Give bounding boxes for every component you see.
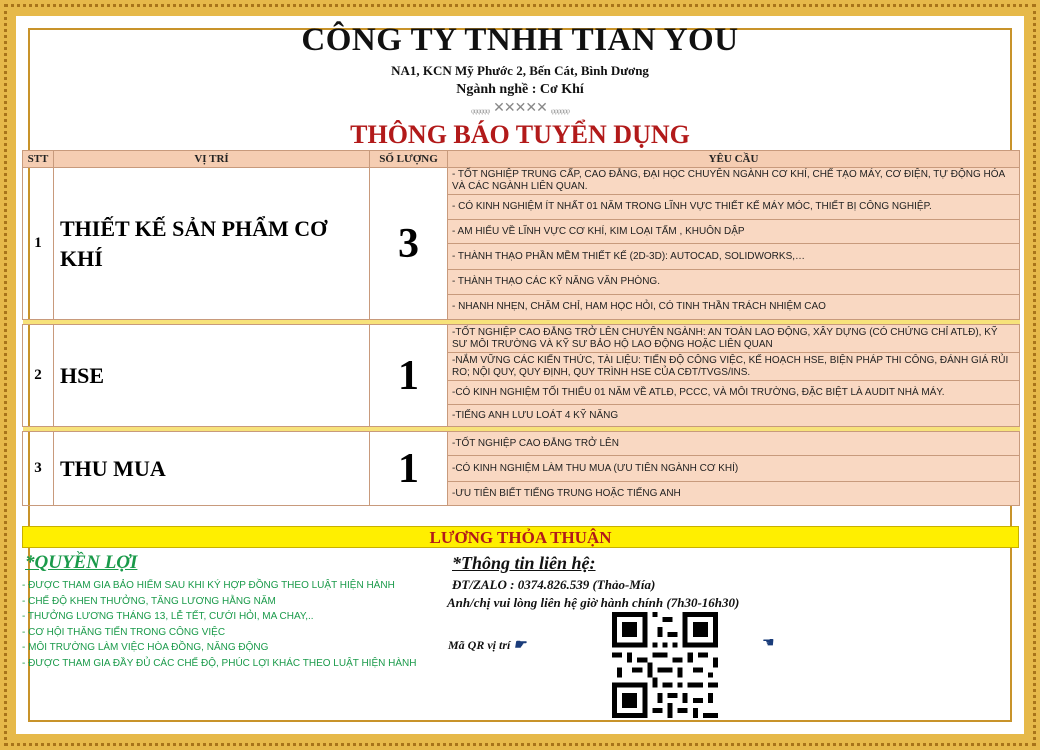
benefit-item: - CƠ HỘI THĂNG TIẾN TRONG CÔNG VIỆC bbox=[22, 626, 226, 638]
job-requirement: -CÓ KINH NGHIỆM TỐI THIỂU 01 NĂM VỀ ATLĐ, PCCC, VÀ MÔI TRƯỜNG, ĐẶC BIỆT LÀ AUDIT NHÀ MÁY. bbox=[448, 381, 1020, 405]
job-position: HSE bbox=[54, 325, 370, 427]
pointing-hand-icon: ☚ bbox=[762, 636, 775, 651]
table-row bbox=[23, 168, 1020, 195]
col-stt: STT bbox=[23, 151, 54, 168]
benefit-item: - ĐƯỢC THAM GIA BẢO HIỂM SAU KHI KÝ HỢP ĐỒNG THEO LUẬT HIỆN HÀNH bbox=[22, 580, 395, 591]
ornament-divider: ᵩᵩᵩᵩᵩᵩ ✕✕✕✕✕ ᵩᵩᵩᵩᵩᵩ bbox=[471, 100, 569, 116]
pointing-hand-icon: ☛ bbox=[513, 638, 526, 653]
table-header bbox=[23, 151, 1020, 168]
company-industry: Ngành nghề : Cơ Khí bbox=[456, 82, 584, 97]
contact-title: *Thông tin liên hệ: bbox=[452, 553, 596, 573]
table-row bbox=[23, 432, 1020, 456]
benefit-item: - ĐƯỢC THAM GIA ĐẦY ĐỦ CÁC CHẾ ĐỘ, PHÚC LỢI KHÁC THEO LUẬT HIỆN HÀNH bbox=[22, 657, 417, 669]
company-name: CÔNG TY TNHH TIAN YOU bbox=[301, 22, 739, 58]
benefits-list bbox=[22, 578, 462, 671]
benefit-item: - CHẾ ĐỘ KHEN THƯỞNG, TĂNG LƯƠNG HẰNG NĂM bbox=[22, 595, 276, 607]
job-requirement: - CÓ KINH NGHIỆM ÍT NHẤT 01 NĂM TRONG LĨNH VỰC THIẾT KẾ MÁY MÓC, THIẾT BỊ CÔNG NGHIỆP. bbox=[448, 195, 1020, 220]
job-requirement: -CÓ KINH NGHIỆM LÀM THU MUA (ƯU TIÊN NGÀNH CƠ KHÍ) bbox=[448, 456, 1020, 482]
job-quantity: 1 bbox=[370, 325, 448, 427]
job-stt: 3 bbox=[23, 432, 54, 506]
job-requirement: - THÀNH THẠO CÁC KỸ NĂNG VĂN PHÒNG. bbox=[448, 270, 1020, 295]
col-quantity: SỐ LƯỢNG bbox=[370, 151, 448, 168]
job-quantity: 3 bbox=[370, 168, 448, 320]
job-requirement: - TỐT NGHIỆP TRUNG CẤP, CAO ĐẲNG, ĐẠI HỌC CHUYÊN NGÀNH CƠ KHÍ, CHẾ TẠO MÁY, CƠ ĐIỆN, TỰ ĐỘNG HÓA VÀ CÁC NGÀNH LIÊN QUAN. bbox=[448, 168, 1020, 195]
job-position: THIẾT KẾ SẢN PHẨM CƠ KHÍ bbox=[54, 168, 370, 320]
job-position: THU MUA bbox=[54, 432, 370, 506]
qr-code-icon[interactable] bbox=[612, 612, 718, 718]
job-stt: 1 bbox=[23, 168, 54, 320]
job-requirement: -TIẾNG ANH LƯU LOÁT 4 KỸ NĂNG bbox=[448, 405, 1020, 427]
job-requirement: -TỐT NGHIỆP CAO ĐẲNG TRỞ LÊN CHUYÊN NGÀNH: AN TOÀN LAO ĐỘNG, XÂY DỰNG (CÓ CHỨNG CHỈ ATLĐ), KỸ SƯ MÔI TRƯỜNG VÀ KỸ SƯ BẢO HỘ LAO ĐỘNG HOẶC LIÊN QUAN bbox=[448, 325, 1020, 353]
job-quantity: 1 bbox=[370, 432, 448, 506]
company-address: NA1, KCN Mỹ Phước 2, Bến Cát, Bình Dương bbox=[391, 63, 649, 78]
qr-label-text: Mã QR vị trí bbox=[448, 638, 511, 652]
contact-phone: ĐT/ZALO : 0374.826.539 (Thảo-Mía) bbox=[452, 577, 656, 592]
benefit-item: - THƯỞNG LƯƠNG THÁNG 13, LỄ TẾT, CƯỚI HỎI, MA CHAY,.. bbox=[22, 611, 314, 622]
job-requirement: - NHANH NHẸN, CHĂM CHỈ, HAM HỌC HỎI, CÓ TINH THẦN TRÁCH NHIỆM CAO bbox=[448, 295, 1020, 320]
benefit-item: - MÔI TRƯỜNG LÀM VIỆC HÒA ĐỒNG, NĂNG ĐỘNG bbox=[22, 642, 269, 653]
job-requirement: -NẮM VỮNG CÁC KIẾN THỨC, TÀI LIỆU: TIẾN ĐỘ CÔNG VIỆC, KẾ HOẠCH HSE, BIỆN PHÁP THI CÔNG, ĐÁNH GIÁ RỦI RO; NỘI QUY, QUY ĐỊNH, QUY TRÌNH HSE CỦA CĐT/TVGS/INS. bbox=[448, 353, 1020, 381]
job-requirement: - AM HIỂU VỀ LĨNH VỰC CƠ KHÍ, KIM LOẠI TẤM , KHUÔN DẬP bbox=[448, 220, 1020, 244]
col-requirements: YÊU CẦU bbox=[448, 151, 1020, 168]
job-requirement: -TỐT NGHIỆP CAO ĐẲNG TRỞ LÊN bbox=[448, 432, 1020, 456]
table-row bbox=[23, 325, 1020, 353]
job-stt: 2 bbox=[23, 325, 54, 427]
benefits-title: *QUYỀN LỢI bbox=[25, 552, 138, 573]
job-requirement: -ƯU TIÊN BIẾT TIẾNG TRUNG HOẶC TIẾNG ANH bbox=[448, 482, 1020, 506]
jobs-table bbox=[22, 150, 1020, 506]
contact-hours: Anh/chị vui lòng liên hệ giờ hành chính (7h30-16h30) bbox=[447, 595, 740, 610]
col-position: VỊ TRÍ bbox=[54, 151, 370, 168]
salary-banner: LƯƠNG THỎA THUẬN bbox=[22, 526, 1019, 548]
recruitment-title: THÔNG BÁO TUYỂN DỤNG bbox=[350, 120, 690, 149]
job-requirement: - THÀNH THẠO PHẦN MỀM THIẾT KẾ (2D-3D): AUTOCAD, SOLIDWORKS,… bbox=[448, 244, 1020, 270]
qr-label bbox=[448, 637, 526, 654]
